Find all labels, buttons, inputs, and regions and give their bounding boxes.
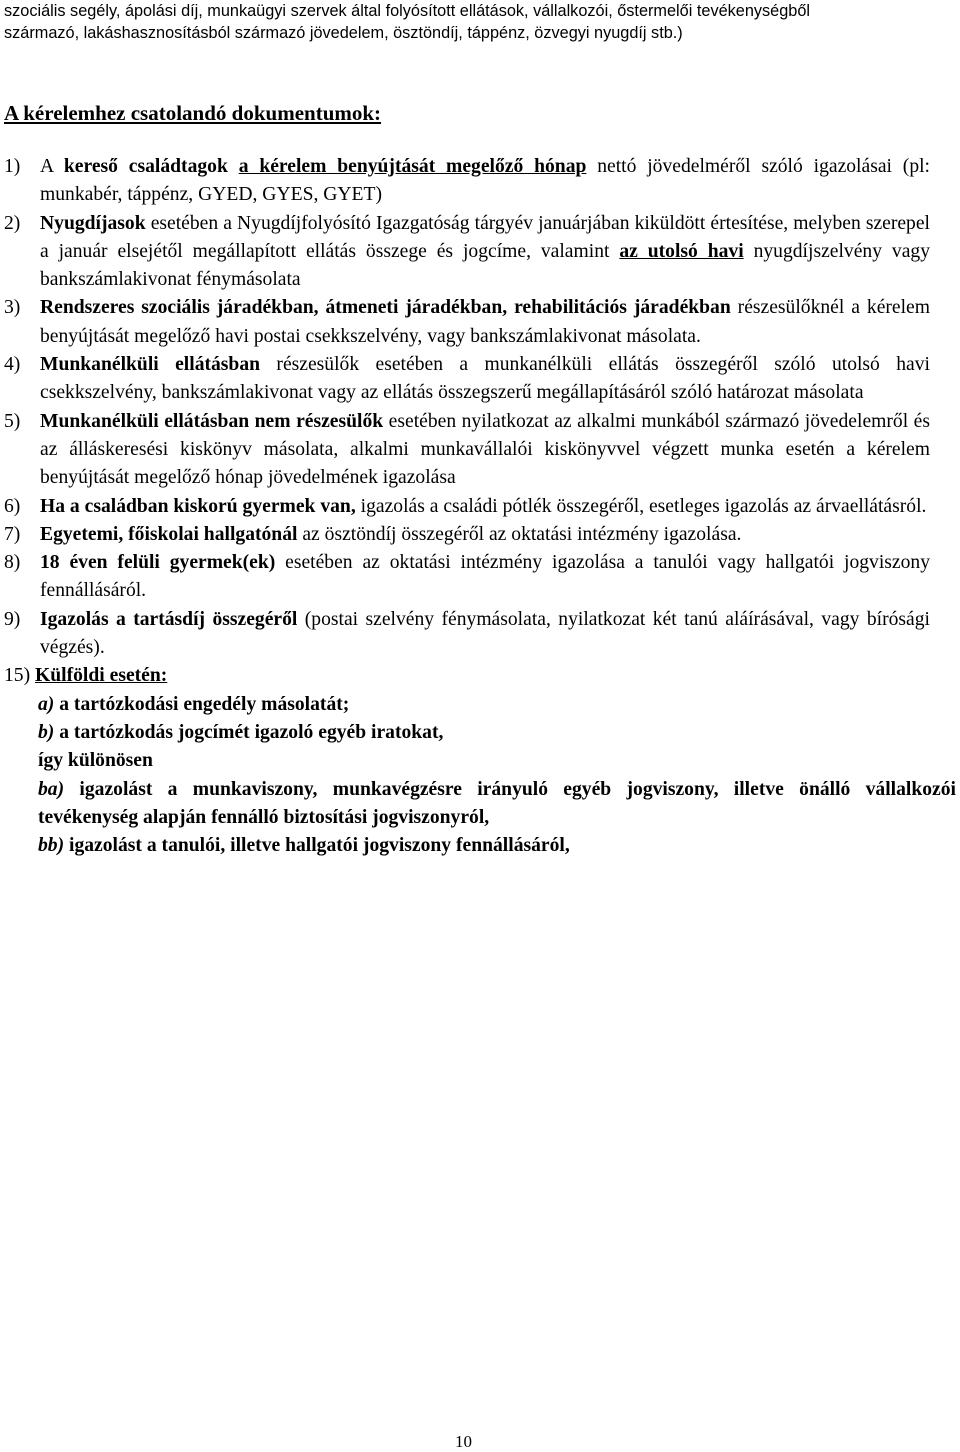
- list-item-15: [4, 662, 956, 860]
- item-15-title: Külföldi esetén:: [35, 665, 168, 687]
- item-text: Ha a családban kiskorú gyermek van, igazolás a családi pótlék összegéről, esetleges igazolás az árvaellátásról.: [40, 495, 927, 517]
- intro-text: [4, 0, 956, 44]
- section-heading: A kérelemhez csatolandó dokumentumok:: [4, 101, 382, 125]
- item-text: Igazolás a tartásdíj összegéről (postai szelvény fénymásolata, nyilatkozat két tanú aláírásával, vagy bírósági végzés).: [40, 608, 930, 659]
- item-number: 2): [4, 212, 21, 234]
- item-text: 18 éven felüli gyermek(ek) esetében az oktatási intézmény igazolása a tanulói vagy hallgatói jogviszony fennállásáról.: [40, 552, 930, 602]
- item-number: 7): [4, 523, 21, 545]
- list-item-4: [4, 351, 930, 408]
- item-number: 1): [4, 156, 21, 177]
- page-number: 10: [455, 1432, 472, 1451]
- sub-item-especially: így különösen: [38, 750, 153, 772]
- item-text: Nyugdíjasok esetében a Nyugdíjfolyósító Igazgatóság tárgyév januárjában kiküldött értesítése, melyben szerepel a január elsejétől megállapított ellátás összege és jogcíme, valamint az utolsó havi nyugdíjszelvény vagy bankszámlakivonat fénymásolata: [40, 212, 930, 291]
- sub-item-bb: bb) igazolást a tanulói, illetve hallgatói jogviszony fennállásáról,: [38, 835, 570, 857]
- item-number: 3): [4, 297, 21, 319]
- item-number: 15): [4, 665, 31, 687]
- item-15-header: [4, 662, 930, 690]
- item-number: 4): [4, 354, 21, 376]
- list-item-6: [4, 493, 930, 521]
- intro-line-2: származó, lakáshasznosításból származó jövedelem, ösztöndíj, táppénz, özvegyi nyugdíj stb.): [4, 24, 683, 42]
- intro-line-1: szociális segély, ápolási díj, munkaügyi szervek által folyósított ellátások, vállalkozói, őstermelői tevékenységből: [4, 2, 811, 20]
- item-number: 8): [4, 552, 21, 574]
- item-text: Rendszeres szociális járadékban, átmeneti járadékban, rehabilitációs járadékban részesülőknél a kérelem benyújtását megelőző havi postai csekkszelvény, vagy bankszámlakivonat másolata.: [40, 297, 930, 347]
- item-text: Munkanélküli ellátásban nem részesülők esetében nyilatkozat az alkalmi munkából származó jövedelemről és az álláskeresési kiskönyv másolata, alkalmi munkavállalói kiskönyvvel végzett munka esetén a kérelem benyújtását megelőző hónap jövedelmének igazolása: [40, 410, 930, 489]
- list-item-7: [4, 521, 930, 549]
- item-text: Egyetemi, főiskolai hallgatónál az ösztöndíj összegéről az oktatási intézmény igazolása.: [40, 523, 742, 545]
- list-item-9: [4, 606, 930, 663]
- item-text: Munkanélküli ellátásban részesülők esetében a munkanélküli ellátás összegéről szóló utolsó havi csekkszelvény, bankszámlakivonat vagy az ellátás összegszerű megállapításáról szóló határozat másolata: [40, 354, 930, 404]
- item-number: 5): [4, 410, 21, 432]
- document-list: [4, 153, 956, 860]
- list-item-1: [4, 153, 930, 210]
- list-item-5: [4, 408, 930, 493]
- list-item-8: [4, 549, 930, 606]
- list-item-3: [4, 294, 930, 351]
- item-number: 6): [4, 495, 21, 517]
- item-number: 9): [4, 608, 21, 630]
- item-text: A kereső családtagok a kérelem benyújtását megelőző hónap nettó jövedelméről szóló igazolásai (pl: munkabér, táppénz, GYED, GYES, GYET): [40, 156, 931, 206]
- sub-item-a: a) a tartózkodási engedély másolatát;: [38, 693, 350, 715]
- sub-item-b: b) a tartózkodás jogcímét igazoló egyéb iratokat,: [38, 721, 444, 743]
- list-item-2: [4, 210, 930, 295]
- sub-item-ba: ba) igazolást a munkaviszony, munkavégzésre irányuló egyéb jogviszony, illetve önálló vállalkozói tevékenység alapján fennálló biztosítási jogviszonyról,: [38, 778, 956, 828]
